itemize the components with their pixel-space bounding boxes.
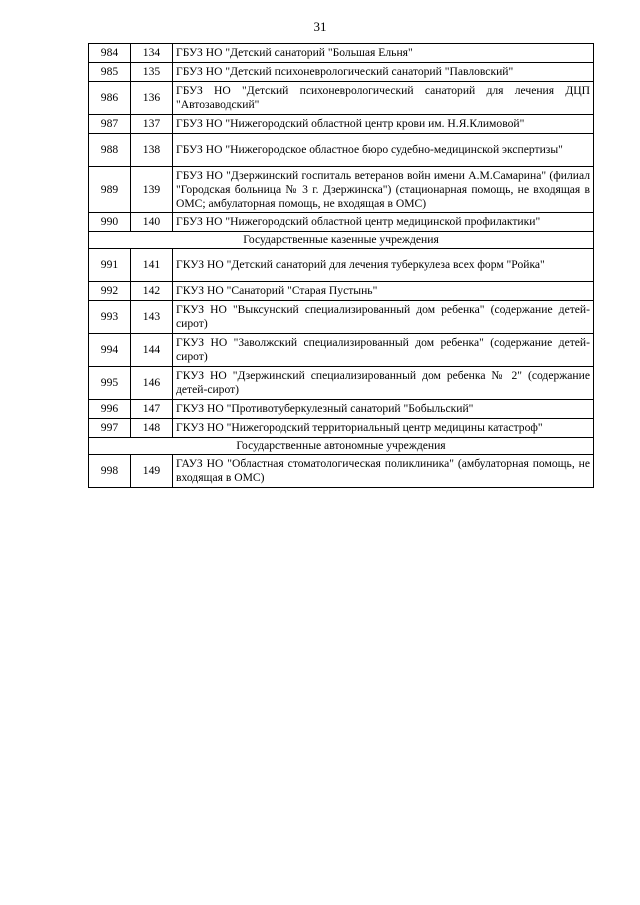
- row-sub-number: 134: [131, 44, 173, 63]
- row-number: 997: [89, 419, 131, 438]
- row-number: 990: [89, 213, 131, 232]
- row-sub-number: 135: [131, 63, 173, 82]
- institution-name: ГКУЗ НО "Противотуберкулезный санаторий "Бобыльский": [173, 400, 594, 419]
- institution-name: ГАУЗ НО "Областная стоматологическая поликлиника" (амбулаторная помощь, не входящая в ОМС): [173, 455, 594, 488]
- institution-name: ГБУЗ НО "Нижегородский областной центр крови им. Н.Я.Климовой": [173, 115, 594, 134]
- row-number: 988: [89, 134, 131, 167]
- row-sub-number: 140: [131, 213, 173, 232]
- table-row: [89, 134, 594, 167]
- row-number: 984: [89, 44, 131, 63]
- row-number: 985: [89, 63, 131, 82]
- row-number: 994: [89, 334, 131, 367]
- table-row: [89, 400, 594, 419]
- row-sub-number: 147: [131, 400, 173, 419]
- table-row: [89, 301, 594, 334]
- table-row: [89, 367, 594, 400]
- row-sub-number: 146: [131, 367, 173, 400]
- table-row: [89, 419, 594, 438]
- row-number: 996: [89, 400, 131, 419]
- table-row: [89, 249, 594, 282]
- table-row: [89, 82, 594, 115]
- institutions-table-body: [89, 44, 594, 488]
- row-number: 993: [89, 301, 131, 334]
- institution-name: ГКУЗ НО "Нижегородский территориальный центр медицины катастроф": [173, 419, 594, 438]
- table-row: [89, 63, 594, 82]
- row-number: 998: [89, 455, 131, 488]
- institution-name: ГКУЗ НО "Санаторий "Старая Пустынь": [173, 282, 594, 301]
- table-row: [89, 44, 594, 63]
- institution-name: ГКУЗ НО "Заволжский специализированный дом ребенка" (содержание детей-сирот): [173, 334, 594, 367]
- institution-name: ГБУЗ НО "Детский психоневрологический санаторий для лечения ДЦП "Автозаводский": [173, 82, 594, 115]
- institutions-table: [88, 43, 594, 488]
- table-row: [89, 334, 594, 367]
- institution-name: ГКУЗ НО "Дзержинский специализированный дом ребенка № 2" (содержание детей-сирот): [173, 367, 594, 400]
- table-row: [89, 167, 594, 213]
- row-sub-number: 139: [131, 167, 173, 213]
- institution-name: ГБУЗ НО "Детский психоневрологический санаторий "Павловский": [173, 63, 594, 82]
- row-number: 986: [89, 82, 131, 115]
- row-sub-number: 136: [131, 82, 173, 115]
- section-header-row: [89, 438, 594, 455]
- section-title: Государственные автономные учреждения: [89, 438, 594, 455]
- institution-name: ГКУЗ НО "Выксунский специализированный дом ребенка" (содержание детей-сирот): [173, 301, 594, 334]
- institution-name: ГКУЗ НО "Детский санаторий для лечения туберкулеза всех форм "Ройка": [173, 249, 594, 282]
- row-number: 992: [89, 282, 131, 301]
- table-row: [89, 115, 594, 134]
- row-sub-number: 141: [131, 249, 173, 282]
- row-sub-number: 138: [131, 134, 173, 167]
- page-number: 31: [313, 19, 327, 34]
- row-number: 995: [89, 367, 131, 400]
- table-row: [89, 455, 594, 488]
- row-sub-number: 137: [131, 115, 173, 134]
- row-number: 987: [89, 115, 131, 134]
- institution-name: ГБУЗ НО "Детский санаторий "Большая Ельня": [173, 44, 594, 63]
- section-header-row: [89, 232, 594, 249]
- institution-name: ГБУЗ НО "Дзержинский госпиталь ветеранов войн имени А.М.Самарина" (филиал "Городская больница № 3 г. Дзержинска") (стационарная помощь, не входящая в ОМС; амбулаторная помощь, не входящая в ОМС): [173, 167, 594, 213]
- row-sub-number: 143: [131, 301, 173, 334]
- section-title: Государственные казенные учреждения: [89, 232, 594, 249]
- row-number: 989: [89, 167, 131, 213]
- institution-name: ГБУЗ НО "Нижегородское областное бюро судебно-медицинской экспертизы": [173, 134, 594, 167]
- row-sub-number: 142: [131, 282, 173, 301]
- row-sub-number: 149: [131, 455, 173, 488]
- institution-name: ГБУЗ НО "Нижегородский областной центр медицинской профилактики": [173, 213, 594, 232]
- row-sub-number: 148: [131, 419, 173, 438]
- row-sub-number: 144: [131, 334, 173, 367]
- table-row: [89, 213, 594, 232]
- row-number: 991: [89, 249, 131, 282]
- table-row: [89, 282, 594, 301]
